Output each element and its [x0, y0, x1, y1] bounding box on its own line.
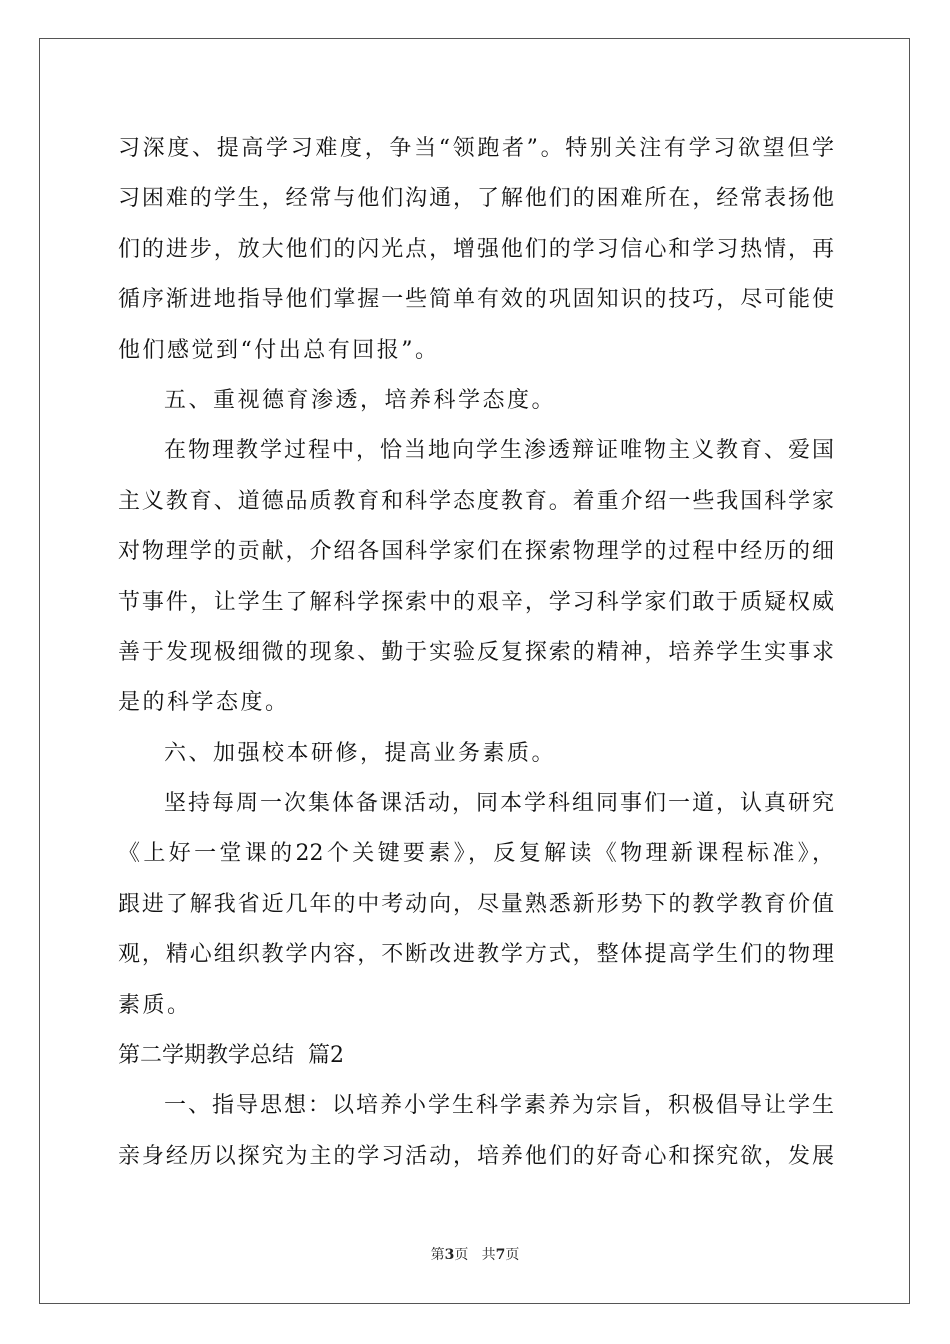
page-footer: [0, 1244, 950, 1264]
paragraph-line: 习深度、提高学习难度，争当“领跑者”。特别关注有学习欲望但学: [118, 136, 834, 161]
paragraph-line: 《上好一堂课的22个关键要素》，反复解读《物理新课程标准》，: [118, 841, 834, 867]
paragraph-line: 对物理学的贡献，介绍各国科学家们在探索物理学的过程中经历的细: [118, 539, 834, 565]
paragraph-line: 坚持每周一次集体备课活动，同本学科组同事们一道，认真研究: [164, 791, 834, 817]
paragraph-line: 跟进了解我省近几年的中考动向，尽量熟悉新形势下的教学教育价值: [118, 891, 834, 917]
paragraph-line: 是的科学态度。: [118, 690, 290, 716]
total-page-number: 7: [495, 1247, 506, 1263]
document-body: [118, 124, 834, 1182]
paragraph-line: 他们感觉到“付出总有回报”。: [118, 337, 440, 363]
paragraph-line: 一、指导思想：以培养小学生科学素养为宗旨，积极倡导让学生: [164, 1093, 834, 1119]
current-page-number: 3: [444, 1247, 455, 1263]
paragraph-line: 亲身经历以探究为主的学习活动，培养他们的好奇心和探究欲，发展: [118, 1143, 834, 1169]
paragraph-line: 们的进步，放大他们的闪光点，增强他们的学习信心和学习热情，再: [118, 236, 834, 262]
paragraph-line: 观，精心组织教学内容，不断改进教学方式，整体提高学生们的物理: [118, 942, 834, 968]
section-heading: 五、重视德育渗透，培养科学态度。: [164, 387, 557, 413]
section-heading: 六、加强校本研修，提高业务素质。: [164, 740, 557, 766]
paragraph-line: 素质。: [118, 992, 192, 1018]
footer-suffix: 页: [505, 1247, 520, 1263]
paragraph-line: 习困难的学生，经常与他们沟通，了解他们的困难所在，经常表扬他: [118, 186, 834, 212]
paragraph-line: 节事件，让学生了解科学探索中的艰辛，学习科学家们敢于质疑权威: [118, 589, 834, 615]
footer-prefix: 第: [430, 1247, 445, 1263]
article-heading: 第二学期教学总结 篇2: [118, 1043, 344, 1069]
paragraph-line: 善于发现极细微的现象、勤于实验反复探索的精神，培养学生实事求: [118, 639, 834, 665]
paragraph-line: 在物理教学过程中，恰当地向学生渗透辩证唯物主义教育、爱国: [164, 438, 834, 464]
paragraph-line: 循序渐进地指导他们掌握一些简单有效的巩固知识的技巧，尽可能使: [118, 287, 834, 313]
paragraph-line: 主义教育、道德品质教育和科学态度教育。着重介绍一些我国科学家: [118, 488, 834, 514]
footer-mid: 页 共: [454, 1247, 496, 1263]
